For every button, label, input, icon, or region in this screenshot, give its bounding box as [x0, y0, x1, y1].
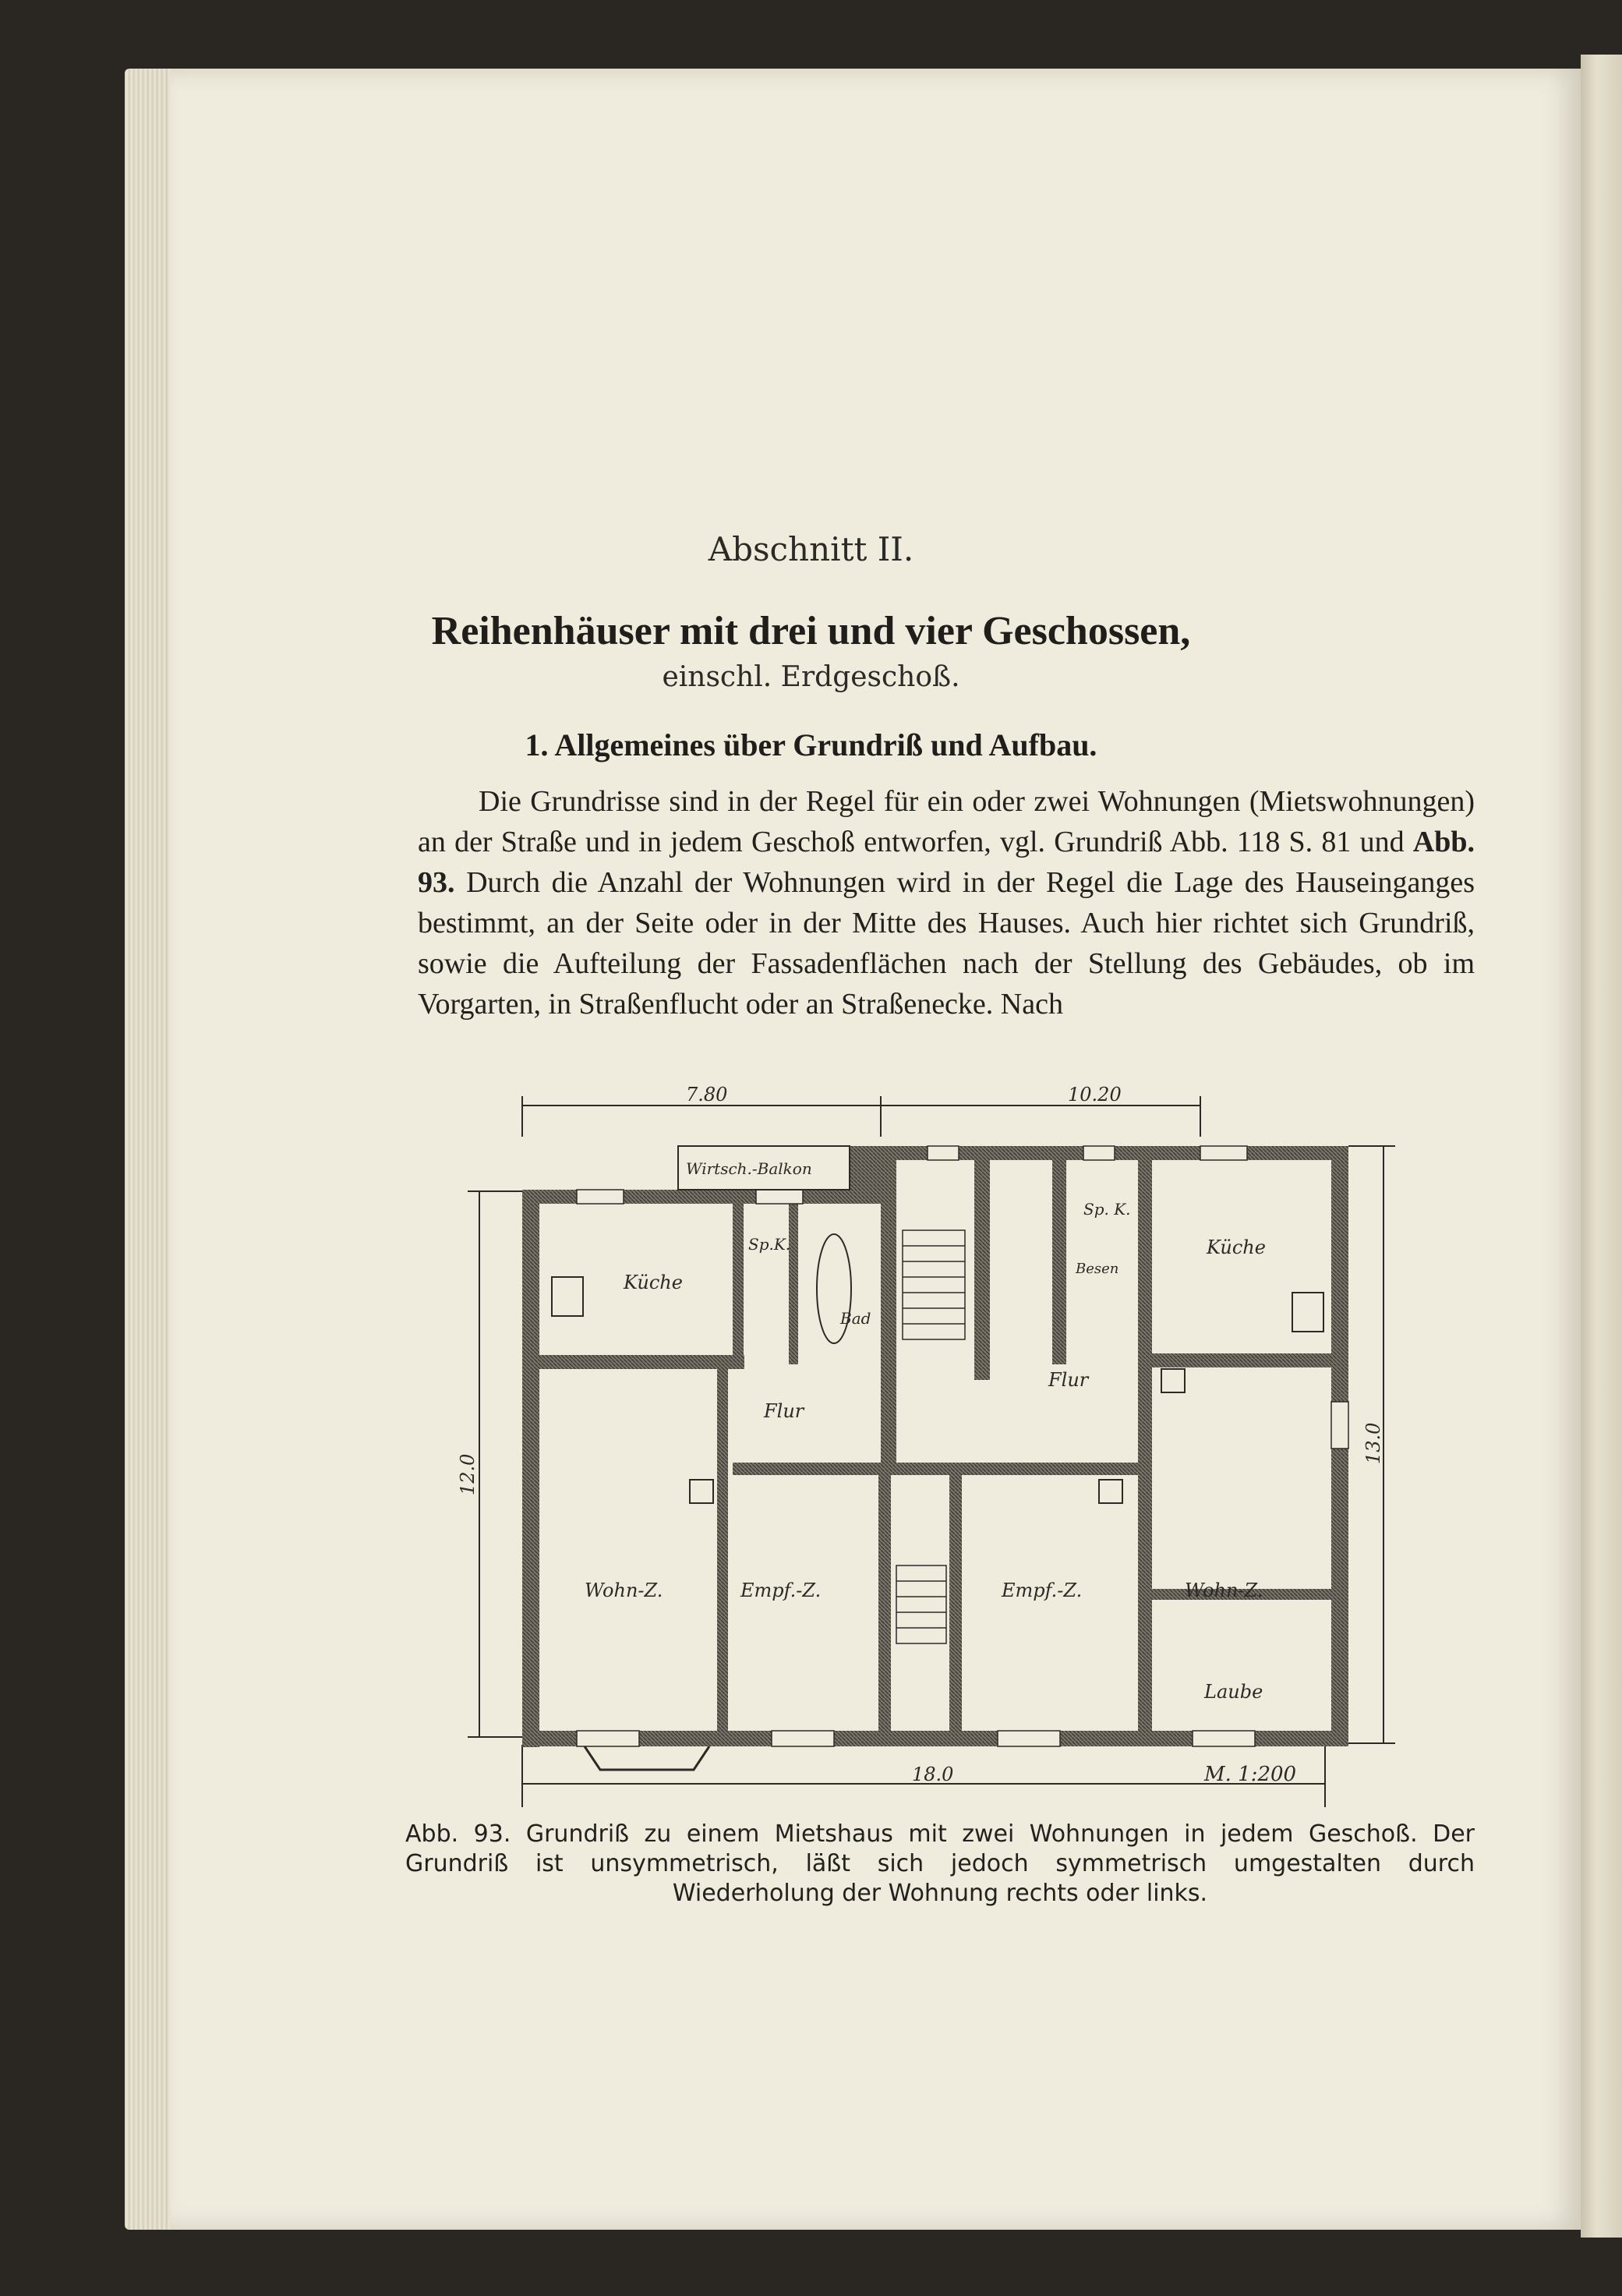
paragraph-text-1: Die Grundrisse sind in der Regel für ein oder zwei Wohnungen (Mietswohnungen) an der Straße und in jedem Geschoß entworfen, vgl. Grundriß Abb. 118 S. 81 und — [418, 785, 1475, 858]
room-bath: Bad — [840, 1309, 871, 1328]
room-reception-right: Empf.-Z. — [1002, 1580, 1083, 1601]
room-pantry-left: Sp.K. — [748, 1235, 791, 1254]
body-paragraph — [418, 781, 1475, 1024]
paragraph-text-2: Durch die Anzahl der Wohnungen wird in der Regel die Lage des Hauseinganges bestimmt, an der Seite oder in der Mitte des Hauses. Auch hier richtet sich Grundriß, sowie die Aufteilung der Fassadenflächen nach der Stellung des Gebäudes, ob im Vorgarten, in Straßenflucht oder an Straßenecke. Nach — [418, 866, 1475, 1021]
figure-caption: Abb. 93. Grundriß zu einem Mietshaus mit zwei Wohnungen in jedem Geschoß. Der Grundriß ist unsymmetrisch, läßt sich jedoch symmetrisch umgestalten durch Wiederholung der Wohnung rechts oder links. — [405, 1820, 1475, 1907]
dim-right-height: 13.0 — [1362, 1422, 1384, 1464]
chapter-title: Reihenhäuser mit drei und vier Geschossen, — [431, 609, 1191, 653]
room-hall-right: Flur — [1048, 1369, 1089, 1391]
room-kitchen-left: Küche — [624, 1272, 683, 1293]
room-balcony: Wirtsch.-Balkon — [686, 1159, 812, 1178]
dim-right-width: 10.20 — [1068, 1084, 1122, 1106]
chapter-subtitle: einschl. Erdgeschoß. — [662, 661, 960, 693]
floor-plan — [457, 1084, 1411, 1807]
room-hall-left: Flur — [764, 1400, 804, 1422]
room-reception-left: Empf.-Z. — [740, 1580, 822, 1601]
dim-left-width: 7.80 — [686, 1084, 728, 1106]
room-kitchen-right: Küche — [1207, 1236, 1266, 1258]
bay-window — [585, 1746, 709, 1770]
section-heading: 1. Allgemeines über Grundriß und Aufbau. — [525, 727, 1097, 762]
dim-left-height: 12.0 — [457, 1453, 479, 1495]
scale-label: M. 1:200 — [1204, 1763, 1297, 1786]
next-page-edge — [1581, 55, 1622, 2238]
page-edges — [125, 69, 173, 2230]
room-pantry-right: Sp. K. — [1083, 1200, 1131, 1219]
section-label: Abschnitt II. — [708, 530, 914, 568]
dim-total-width: 18.0 — [912, 1764, 954, 1785]
room-living-right: Wohn-Z. — [1185, 1580, 1263, 1601]
room-broom: Besen — [1076, 1261, 1119, 1277]
room-loggia: Laube — [1204, 1681, 1263, 1703]
room-living-left: Wohn-Z. — [585, 1580, 663, 1601]
figure-reference: Abb. 93. — [418, 826, 1475, 899]
